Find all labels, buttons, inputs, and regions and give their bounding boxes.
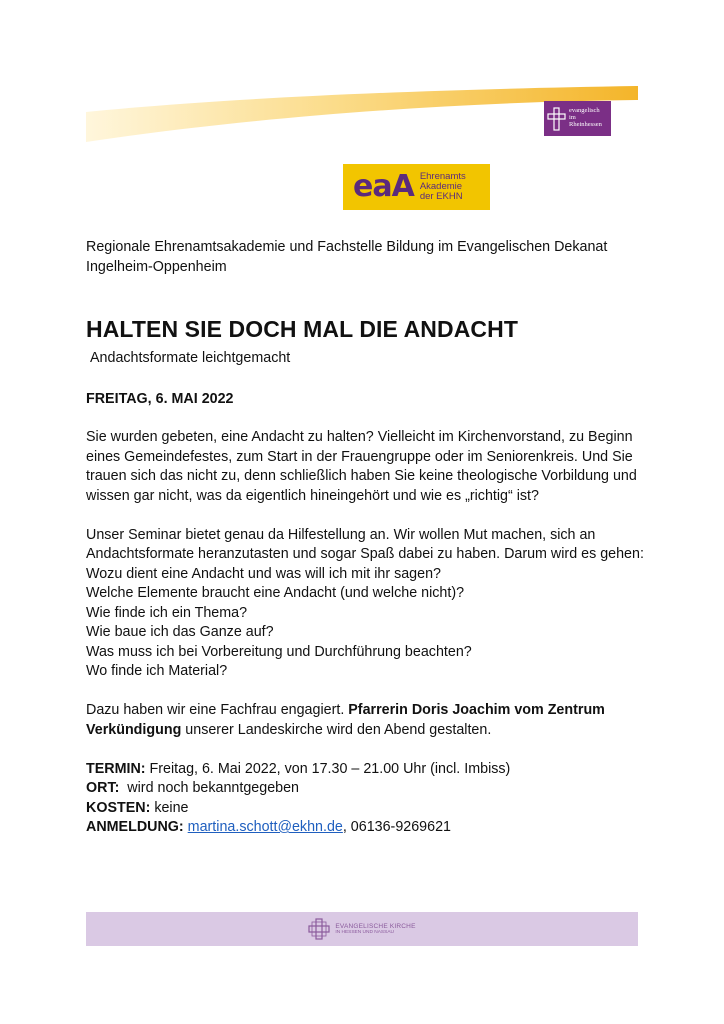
termin-value: Freitag, 6. Mai 2022, von 17.30 – 21.00 Uhr (incl. Imbiss) <box>145 760 511 777</box>
detail-anmeldung <box>86 818 646 838</box>
detail-termin <box>86 760 646 780</box>
cross-icon <box>547 107 566 131</box>
list-item: Was muss ich bei Vorbereitung und Durchführung beachten? <box>86 643 472 660</box>
paragraph-3-tail: unserer Landeskirche wird den Abend gestalten. <box>181 721 492 738</box>
detail-kosten <box>86 799 646 819</box>
paragraph-2: Unser Seminar bietet genau da Hilfestellung an. Wir wollen Mut machen, sich an Andachtsformate heranzutasten und sogar Spaß dabei zu haben. Darum wird es gehen: <box>86 526 644 562</box>
eaa-logo-mark: eaA <box>353 169 414 204</box>
footer-org-name: EVANGELISCHE KIRCHE <box>335 922 416 930</box>
dekanat-logo <box>544 101 611 136</box>
intro-text: Regionale Ehrenamtsakademie und Fachstelle Bildung im Evangelischen Dekanat Ingelheim-Oppenheim <box>86 239 608 275</box>
ekhn-footer-logo <box>308 918 415 940</box>
event-date: FREITAG, 6. MAI 2022 <box>86 391 234 407</box>
page-title: HALTEN SIE DOCH MAL DIE ANDACHT <box>86 316 519 342</box>
page-subtitle: Andachtsformate leichtgemacht <box>90 350 291 366</box>
email-link[interactable]: martina.schott@ekhn.de <box>187 819 343 835</box>
list-item: Wie finde ich ein Thema? <box>86 604 248 621</box>
detail-ort <box>86 779 646 799</box>
kosten-value: keine <box>150 799 189 816</box>
eaa-logo-line3: der EKHN <box>419 191 463 203</box>
footer-org-sub: IN HESSEN UND NASSAU <box>335 930 394 936</box>
paragraph-3-lead: Dazu haben wir eine Fachfrau engagiert. <box>86 702 349 718</box>
eaa-logo-line1: Ehrenamts <box>419 170 466 182</box>
paragraph-1: Sie wurden gebeten, eine Andacht zu halten? Vielleicht im Kirchenvorstand, zu Beginn eines Gemeindefestes, zum Start in der Frauengruppe oder im Seniorenkreis. Und Sie trauen sich das nicht zu, denn schließlich haben Sie keine theologische Vorbildung und wissen gar nicht, was da eigentlich hineingehört und wie es „richtig“ ist? <box>86 429 637 504</box>
dekanat-logo-line2: im <box>569 114 576 122</box>
questions-list <box>86 565 646 682</box>
eaa-logo-line2: Akademie <box>419 180 463 192</box>
body-text <box>86 428 646 838</box>
anmeldung-phone: , 06136-9269621 <box>342 819 451 835</box>
dekanat-logo-line3: Rheinhessen <box>569 120 602 128</box>
ort-value: wird noch bekanntgegeben <box>119 780 299 796</box>
cross-icon <box>308 918 330 940</box>
anmeldung-label: ANMELDUNG: <box>86 819 184 835</box>
list-item: Wozu dient eine Andacht und was will ich mit ihr sagen? <box>86 565 441 582</box>
ort-label: ORT: <box>86 780 120 796</box>
paragraph-3 <box>86 701 646 740</box>
ehrenamtsakademie-logo <box>343 164 490 210</box>
kosten-label: KOSTEN: <box>86 799 151 816</box>
list-item: Wo finde ich Material? <box>86 663 228 679</box>
speaker-name: Pfarrerin Doris Joachim vom Zentrum Verkündigung <box>86 702 605 738</box>
dekanat-logo-line1: evangelisch <box>569 107 600 115</box>
list-item: Welche Elemente braucht eine Andacht (und welche nicht)? <box>86 585 465 601</box>
list-item: Wie baue ich das Ganze auf? <box>86 624 274 640</box>
footer-band <box>86 912 638 946</box>
termin-label: TERMIN: <box>86 760 146 777</box>
